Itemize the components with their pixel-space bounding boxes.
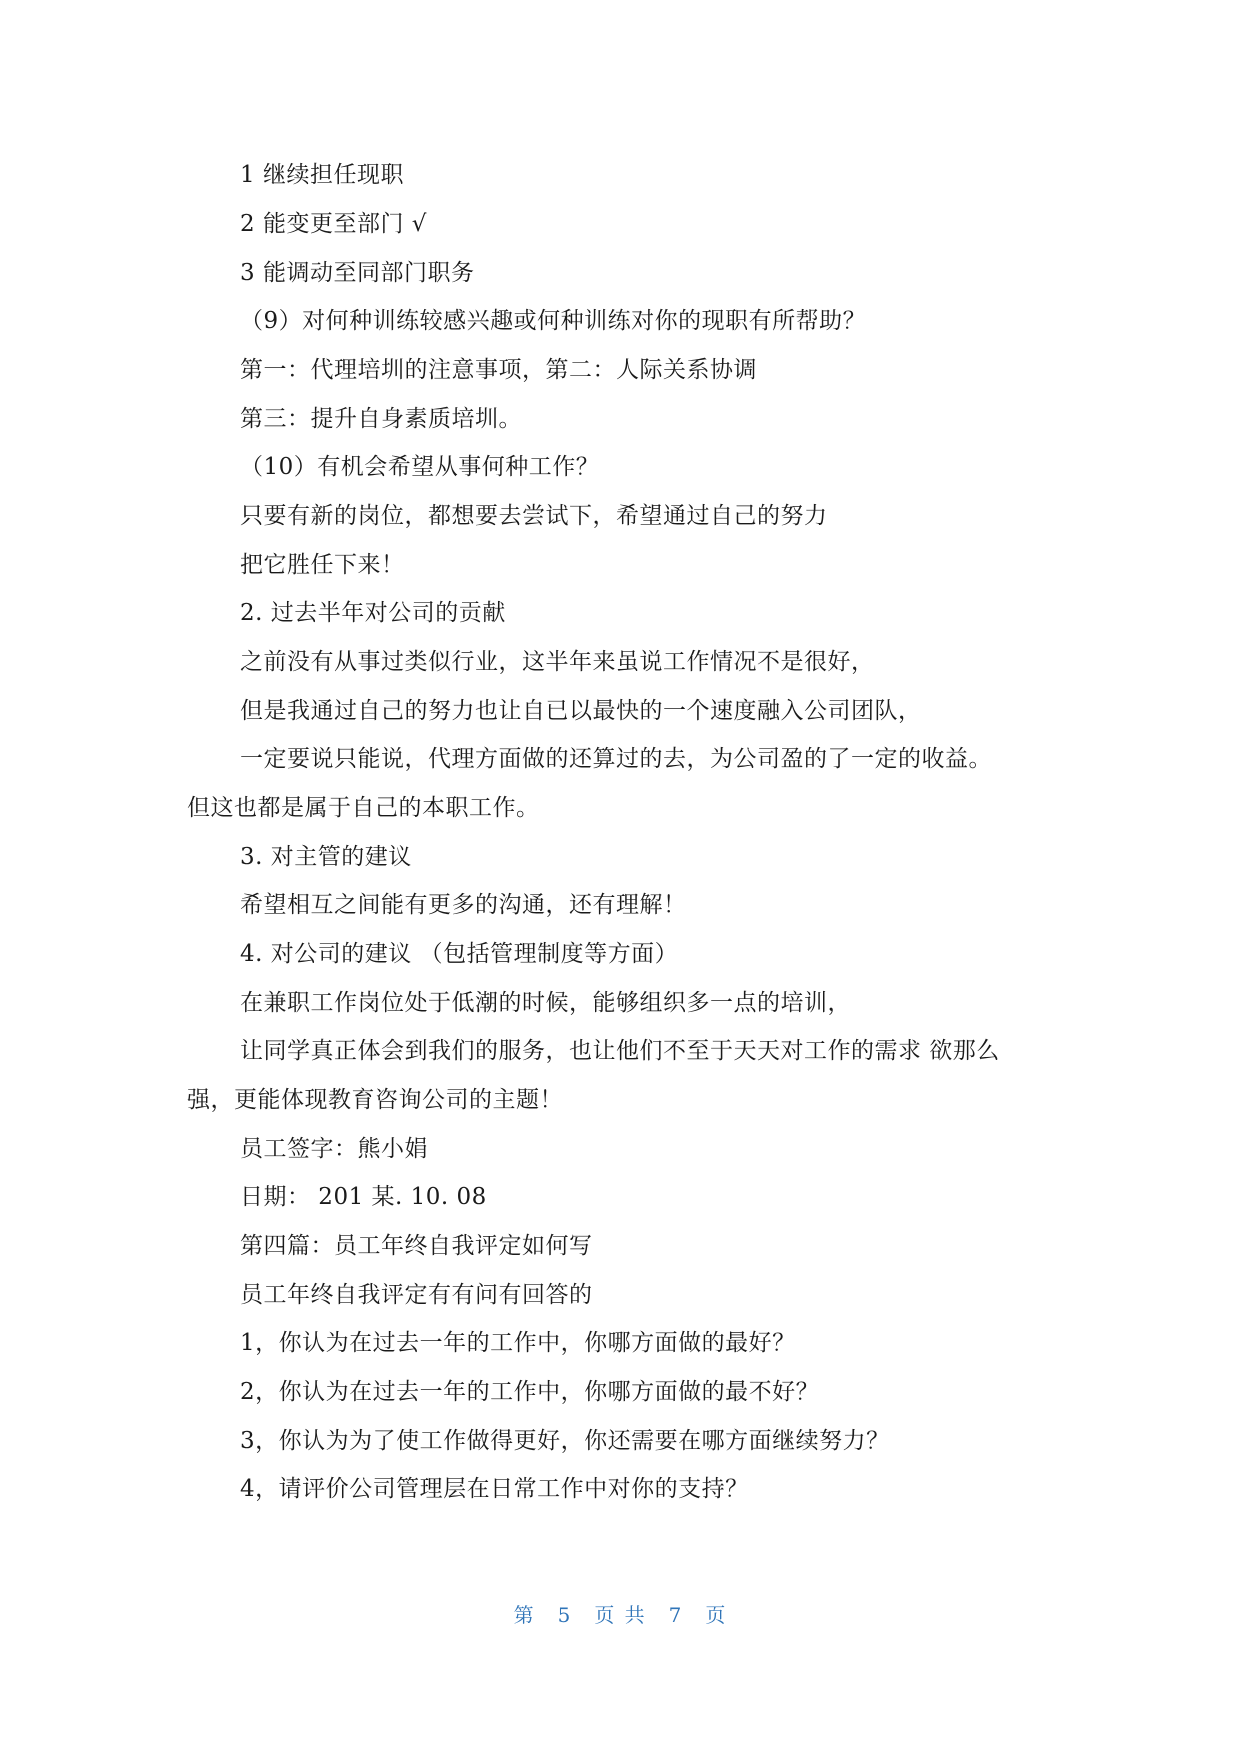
text-line: 第三：提升自身素质培圳。 [240,406,522,432]
section-heading: 4. 对公司的建议 （包括管理制度等方面） [240,941,679,967]
page-number-footer [0,1599,1241,1628]
question-item: 2，你认为在过去一年的工作中，你哪方面做的最不好？ [240,1379,820,1405]
date-line: 日期： 201 某. 10. 08 [240,1184,487,1210]
question-item: 1，你认为在过去一年的工作中，你哪方面做的最好？ [240,1330,796,1356]
text-line: 一定要说只能说，代理方面做的还算过的去，为公司盈的了一定的收益。 [240,746,992,772]
text-line: 员工年终自我评定有有问有回答的 [240,1282,593,1308]
text-line: （9）对何种训练较感兴趣或何种训练对你的现职有所帮助？ [240,308,867,334]
text-line: 在兼职工作岗位处于低潮的时候，能够组织多一点的培训， [240,990,851,1016]
footer-prefix: 第 [513,1603,536,1627]
text-line: 把它胜任下来！ [240,552,405,578]
footer-total-pages: 7 [668,1603,684,1627]
text-line: 2 能变更至部门 √ [240,211,427,237]
text-line: 之前没有从事过类似行业，这半年来虽说工作情况不是很好， [240,649,875,675]
question-item: 3，你认为为了使工作做得更好，你还需要在哪方面继续努力？ [240,1428,890,1454]
section-heading: 3. 对主管的建议 [240,844,412,870]
question-item: 4，请评价公司管理层在日常工作中对你的支持？ [240,1476,749,1502]
footer-current-page: 5 [557,1603,573,1627]
footer-suffix: 页 [705,1603,728,1627]
text-line: 只要有新的岗位，都想要去尝试下，希望通过自己的努力 [240,503,828,529]
footer-middle: 页 共 [594,1603,647,1627]
text-line: （10）有机会希望从事何种工作？ [240,454,600,480]
text-line: 3 能调动至同部门职务 [240,260,475,286]
text-line: 希望相互之间能有更多的沟通，还有理解！ [240,892,687,918]
section-heading: 2. 过去半年对公司的贡献 [240,600,506,626]
section-heading: 第四篇：员工年终自我评定如何写 [240,1233,593,1259]
signature-line: 员工签字：熊小娟 [240,1136,428,1162]
text-line: 但是我通过自己的努力也让自已以最快的一个速度融入公司团队， [240,698,922,724]
text-line: 第一：代理培圳的注意事项，第二：人际关系协调 [240,357,757,383]
text-line: 让同学真正体会到我们的服务，也让他们不至于天天对工作的需求 欲那么 [240,1038,1000,1064]
text-line: 1 继续担任现职 [240,162,404,188]
text-line: 强，更能体现教育咨询公司的主题！ [187,1087,563,1113]
text-line: 但这也都是属于自己的本职工作。 [187,795,540,821]
